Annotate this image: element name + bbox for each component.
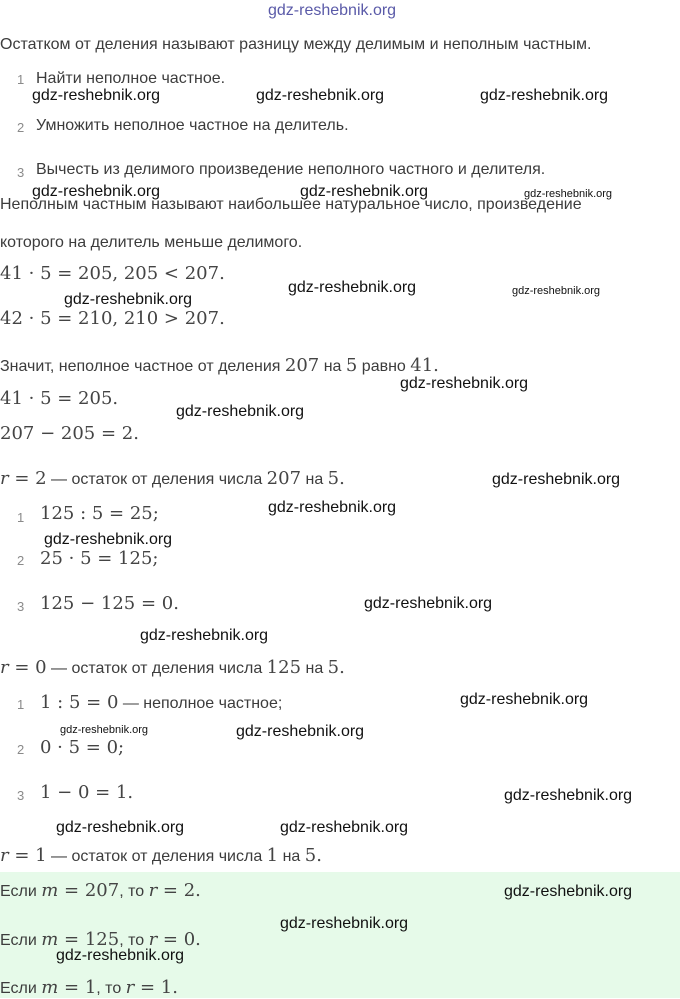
step-number: 2 — [17, 553, 25, 568]
watermark: gdz-reshebnik.org — [64, 291, 193, 308]
step-number: 1 — [17, 72, 25, 87]
step-number: 1 — [17, 697, 25, 712]
step-number: 3 — [17, 788, 25, 803]
watermark: gdz-reshebnik.org — [56, 819, 185, 836]
remainder-result-line: r = 0 — остаток от деления числа 125 на 5. — [0, 657, 345, 678]
watermark: gdz-reshebnik.org — [364, 595, 493, 612]
watermark: gdz-reshebnik.org — [480, 87, 609, 104]
watermark: gdz-reshebnik.org — [512, 285, 601, 297]
step-text: Найти неполное частное. — [36, 70, 226, 87]
step-expression: 125 : 5 = 25; — [40, 503, 159, 524]
watermark: gdz-reshebnik.org — [268, 499, 397, 516]
calculation-line: 42 · 5 = 210, 210 > 207. — [0, 308, 225, 329]
step-expression: 1 − 0 = 1. — [40, 782, 134, 803]
calculation-line: 207 − 205 = 2. — [0, 423, 139, 444]
watermark: gdz-reshebnik.org — [32, 87, 161, 104]
calculation-line: 41 · 5 = 205, 205 < 207. — [0, 263, 225, 284]
step-text: Вычесть из делимого произведение неполного частного и делителя. — [36, 161, 546, 178]
watermark: gdz-reshebnik.org — [32, 183, 161, 200]
answer-line: Если m = 1, то r = 1. — [0, 977, 178, 998]
step-expression: 25 · 5 = 125; — [40, 548, 159, 569]
answer-line: Если m = 207, то r = 2. — [0, 880, 201, 901]
definition-partial-quotient-line1: Неполным частным называют наибольшее натуральное число, произведение — [0, 196, 582, 213]
step-number: 3 — [17, 165, 25, 180]
watermark: gdz-reshebnik.org — [504, 883, 633, 900]
watermark: gdz-reshebnik.org — [280, 915, 409, 932]
step-expression: 125 − 125 = 0. — [40, 593, 179, 614]
watermark: gdz-reshebnik.org — [400, 375, 529, 392]
watermark: gdz-reshebnik.org — [492, 471, 621, 488]
watermark: gdz-reshebnik.org — [504, 787, 633, 804]
watermark: gdz-reshebnik.org — [60, 724, 149, 736]
watermark: gdz-reshebnik.org — [56, 947, 185, 964]
watermark: gdz-reshebnik.org — [524, 188, 613, 200]
watermark: gdz-reshebnik.org — [176, 403, 305, 420]
watermark: gdz-reshebnik.org — [256, 87, 385, 104]
answer-line: Если m = 125, то r = 0. — [0, 929, 201, 950]
remainder-result-line: r = 1 — остаток от деления числа 1 на 5. — [0, 845, 322, 866]
step-number: 2 — [17, 742, 25, 757]
watermark: gdz-reshebnik.org — [460, 691, 589, 708]
step-expression: 1 : 5 = 0 — неполное частное; — [40, 692, 283, 713]
watermark: gdz-reshebnik.org — [300, 183, 429, 200]
step-number: 3 — [17, 599, 25, 614]
step-number: 2 — [17, 120, 25, 135]
step-text: Умножить неполное частное на делитель. — [36, 117, 349, 134]
watermark: gdz-reshebnik.org — [44, 531, 173, 548]
calculation-line: 41 · 5 = 205. — [0, 388, 119, 409]
watermark-top: gdz-reshebnik.org — [268, 2, 397, 19]
step-number: 1 — [17, 510, 25, 525]
definition-remainder: Остатком от деления называют разницу между делимым и неполным частным. — [0, 36, 592, 53]
watermark: gdz-reshebnik.org — [236, 723, 365, 740]
remainder-result-line: r = 2 — остаток от деления числа 207 на 5. — [0, 468, 345, 489]
step-expression: 0 · 5 = 0; — [40, 737, 125, 758]
conclusion-line: Значит, неполное частное от деления 207 на 5 равно 41. — [0, 355, 439, 376]
watermark: gdz-reshebnik.org — [140, 627, 269, 644]
watermark: gdz-reshebnik.org — [288, 279, 417, 296]
definition-partial-quotient-line2: которого на делитель меньше делимого. — [0, 234, 303, 251]
watermark: gdz-reshebnik.org — [280, 819, 409, 836]
